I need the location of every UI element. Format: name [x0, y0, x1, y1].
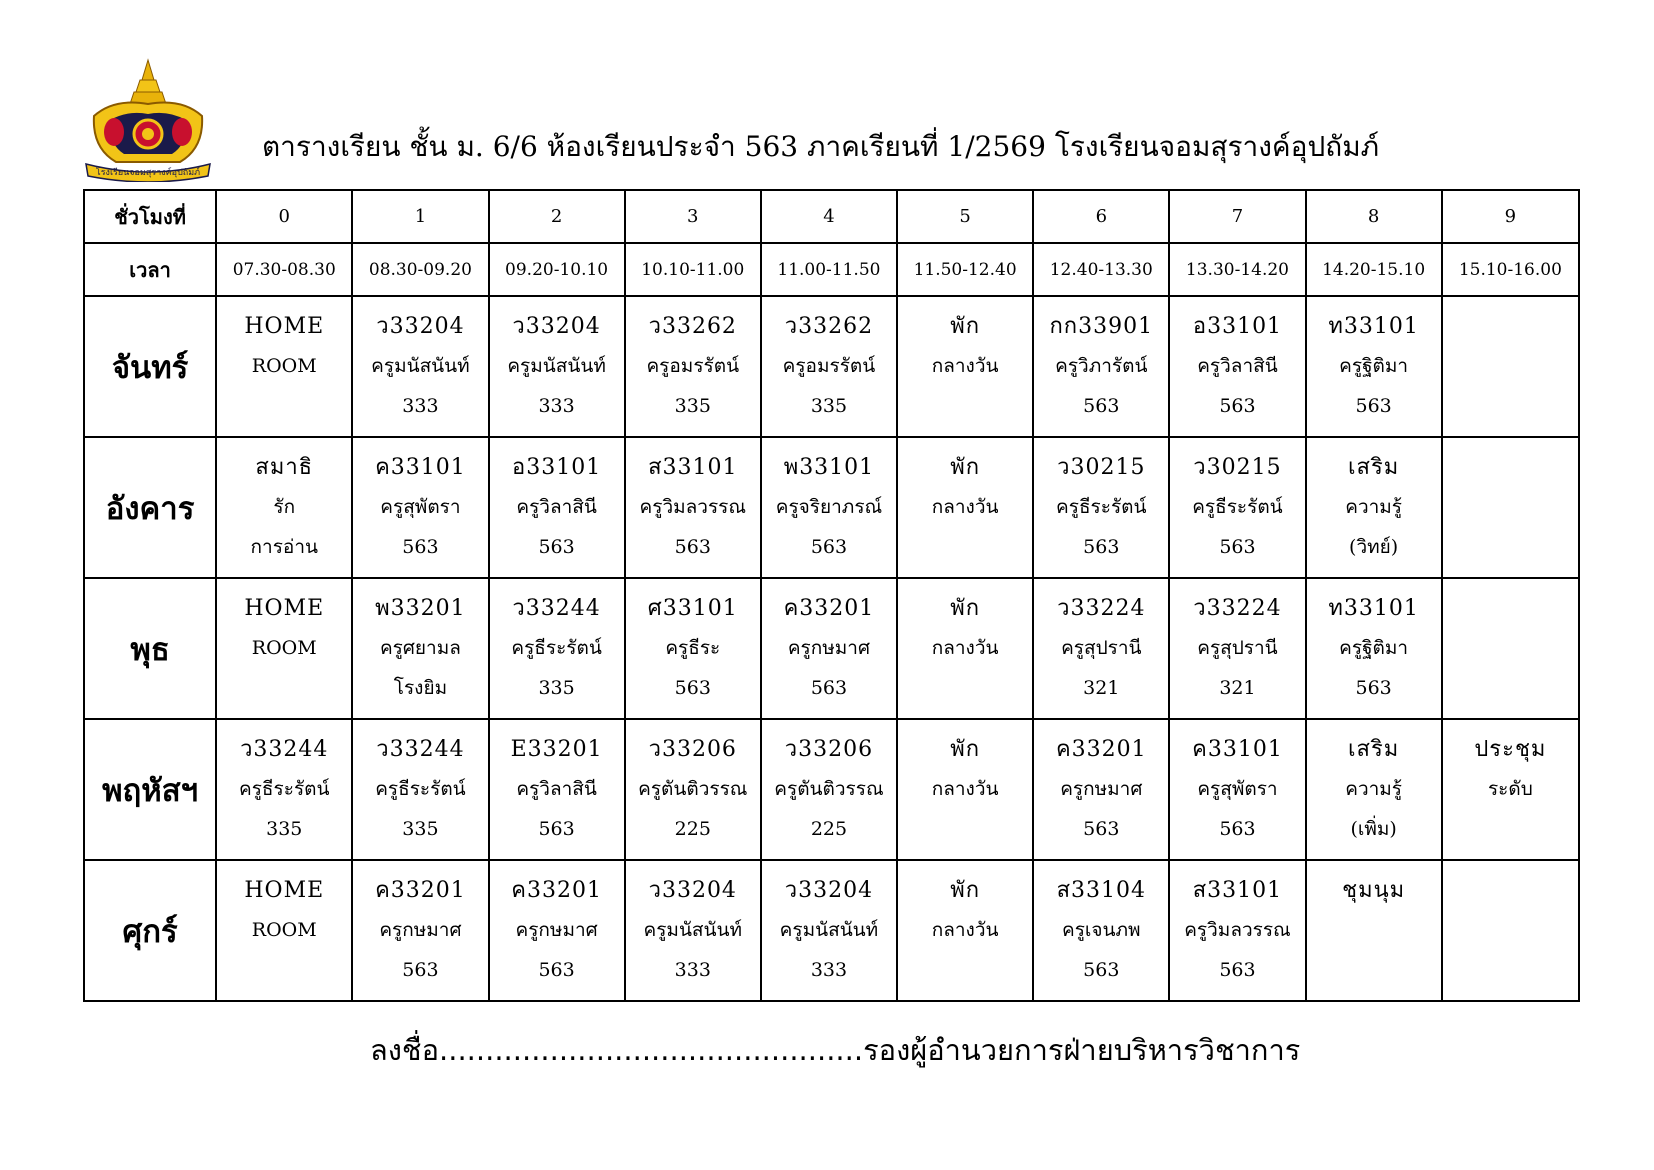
period-number: 6: [1033, 190, 1169, 243]
teacher-name: ระดับ: [1487, 778, 1533, 800]
teacher-name: ความรู้: [1345, 496, 1403, 518]
room-number: 333: [402, 395, 439, 417]
timetable-cell: [352, 296, 488, 437]
timetable-cell: [216, 860, 352, 1001]
room-number: 563: [1355, 395, 1392, 417]
teacher-name: กลางวัน: [931, 496, 999, 518]
day-row: [84, 296, 1579, 437]
day-row: [84, 437, 1579, 578]
teacher-name: ความรู้: [1345, 778, 1403, 800]
subject-code: ว33224: [1193, 596, 1282, 621]
teacher-name: ครูฐิติมา: [1339, 355, 1409, 377]
subject-code: อ33101: [512, 455, 602, 480]
timetable-cell: [216, 719, 352, 860]
timetable-cell: [625, 578, 761, 719]
subject-code: ค33201: [1055, 737, 1147, 762]
room-number: 225: [674, 818, 711, 840]
room-number: 335: [402, 818, 439, 840]
timetable-cell: [1306, 578, 1442, 719]
room-number: 563: [810, 677, 848, 699]
subject-code: พัก: [950, 596, 981, 621]
timetable-cell: [897, 578, 1033, 719]
timetable-cell: [1033, 578, 1169, 719]
teacher-name: ครูธีระรัตน์: [239, 778, 330, 800]
subject-code: ว33262: [648, 314, 737, 339]
room-number: 563: [538, 818, 575, 840]
period-number: 1: [352, 190, 488, 243]
period-time: 11.50-12.40: [897, 243, 1033, 296]
room-number: 563: [1219, 536, 1256, 558]
timetable-cell: [216, 296, 352, 437]
room-number: 563: [1083, 395, 1120, 417]
teacher-name: กลางวัน: [931, 355, 999, 377]
period-header-row: [84, 190, 1579, 243]
room-number: 335: [538, 677, 575, 699]
teacher-name: กลางวัน: [931, 637, 999, 659]
teacher-name: ครูเจนภพ: [1061, 919, 1141, 941]
day-name: ศุกร์: [84, 860, 216, 1001]
timetable-cell: [1306, 719, 1442, 860]
subject-code: HOME: [244, 596, 325, 621]
timetable-cell: [1169, 437, 1305, 578]
timetable-cell: [1442, 296, 1579, 437]
subject-code: กก33901: [1049, 314, 1154, 339]
room-number: 335: [810, 395, 848, 417]
timetable-cell: [1442, 578, 1579, 719]
subject-code: ว33262: [784, 314, 874, 339]
teacher-name: ครูอมรรัตน์: [782, 355, 876, 377]
room-number: (วิทย์): [1349, 536, 1399, 558]
period-number: 3: [625, 190, 761, 243]
teacher-name: กลางวัน: [931, 919, 999, 941]
subject-code: ส33101: [648, 455, 738, 480]
day-name: พฤหัสฯ: [84, 719, 216, 860]
room-number: 335: [266, 818, 303, 840]
teacher-name: ครูกษมาศ: [1060, 778, 1143, 800]
subject-code: ว33204: [376, 314, 465, 339]
room-number: (เพิ่ม): [1350, 818, 1397, 840]
room-number: 563: [402, 536, 439, 558]
subject-code: อ33101: [1192, 314, 1283, 339]
timetable-cell: [1442, 860, 1579, 1001]
period-number: 4: [761, 190, 897, 243]
period-number: 5: [897, 190, 1033, 243]
room-number: 321: [1219, 677, 1256, 699]
teacher-name: ครูตันติวรรณ: [638, 778, 748, 800]
timetable-cell: [1306, 860, 1442, 1001]
teacher-name: ครูกษมาศ: [379, 919, 462, 941]
room-number: 563: [674, 536, 711, 558]
room-number: 321: [1083, 677, 1120, 699]
timetable-cell: [1169, 296, 1305, 437]
timetable-cell: [625, 437, 761, 578]
subject-code: ประชุม: [1474, 737, 1547, 762]
period-time: 11.00-11.50: [761, 243, 897, 296]
room-number: 563: [1083, 959, 1120, 981]
teacher-name: ครูวิลาสินี: [516, 778, 597, 800]
teacher-name: ครูวิมลวรรณ: [639, 496, 746, 518]
time-label: เวลา: [84, 243, 216, 296]
timetable-cell: [352, 860, 488, 1001]
day-row: [84, 860, 1579, 1001]
room-number: 563: [810, 536, 848, 558]
period-number: 7: [1169, 190, 1305, 243]
subject-code: พัก: [950, 455, 981, 480]
room-number: 563: [538, 536, 575, 558]
teacher-name: ครูมนัสนันท์: [507, 355, 606, 377]
room-number: 333: [674, 959, 711, 981]
subject-code: ท33101: [1328, 596, 1419, 621]
period-number: 8: [1306, 190, 1442, 243]
room-number: 333: [538, 395, 575, 417]
subject-code: ศ33101: [647, 596, 738, 621]
room-number: 225: [810, 818, 848, 840]
teacher-name: ครูอมรรัตน์: [646, 355, 740, 377]
period-time: 10.10-11.00: [625, 243, 761, 296]
timetable-cell: [352, 437, 488, 578]
room-number: 333: [810, 959, 848, 981]
teacher-name: ครูกษมาศ: [787, 637, 871, 659]
timetable-cell: [1033, 296, 1169, 437]
subject-code: ส33101: [1192, 878, 1283, 903]
room-number: 563: [1219, 395, 1256, 417]
teacher-name: ครูมนัสนันท์: [371, 355, 470, 377]
subject-code: พ33201: [375, 596, 466, 621]
period-time: 12.40-13.30: [1033, 243, 1169, 296]
subject-code: E33201: [510, 737, 603, 762]
subject-code: ว30215: [1193, 455, 1282, 480]
room-number: 563: [1219, 959, 1256, 981]
signature-line: ลงชื่อ..............................................รองผู้อำนวยการฝ่ายบริหารวิชาการ: [370, 1033, 1301, 1067]
teacher-name: ครูธีระรัตน์: [1192, 496, 1283, 518]
room-number: 563: [1083, 818, 1120, 840]
teacher-name: ครูธีระรัตน์: [511, 637, 602, 659]
teacher-name: ครูธีระ: [665, 637, 721, 659]
teacher-name: ครูวิภารัตน์: [1055, 355, 1148, 377]
period-time: 09.20-10.10: [489, 243, 625, 296]
period-time: 08.30-09.20: [352, 243, 488, 296]
subject-code: พัก: [950, 314, 981, 339]
timetable-cell: [897, 860, 1033, 1001]
timetable-cell: [1033, 437, 1169, 578]
teacher-name: ครูกษมาศ: [515, 919, 598, 941]
room-number: 563: [402, 959, 439, 981]
timetable-cell: [489, 719, 625, 860]
subject-code: ค33201: [375, 878, 466, 903]
subject-code: ว33244: [376, 737, 465, 762]
subject-code: พัก: [950, 737, 981, 762]
day-row: [84, 578, 1579, 719]
timetable-cell: [625, 719, 761, 860]
teacher-name: ครูสุปรานี: [1061, 637, 1142, 659]
timetable-cell: [352, 719, 488, 860]
timetable-cell: [489, 296, 625, 437]
day-row: [84, 719, 1579, 860]
period-time: 13.30-14.20: [1169, 243, 1305, 296]
subject-code: ค33201: [511, 878, 602, 903]
teacher-name: ครูตันติวรรณ: [774, 778, 884, 800]
teacher-name: ครูฐิติมา: [1339, 637, 1409, 659]
timetable-cell: [216, 578, 352, 719]
period-number: 2: [489, 190, 625, 243]
teacher-name: ROOM: [251, 355, 317, 377]
teacher-name: ครูสุพัตรา: [1197, 778, 1278, 800]
teacher-name: ครูศยามล: [379, 637, 461, 659]
period-number: 9: [1442, 190, 1579, 243]
teacher-name: ครูธีระรัตน์: [1056, 496, 1147, 518]
subject-code: ว30215: [1057, 455, 1146, 480]
seal-text: โรงเรียนจอมสุรางค์อุปถัมภ์: [95, 168, 201, 178]
timetable-cell: [1306, 437, 1442, 578]
period-label: ชั่วโมงที่: [84, 190, 216, 243]
period-time: 07.30-08.30: [216, 243, 352, 296]
timetable-cell: [761, 860, 897, 1001]
timetable-cell: [1442, 719, 1579, 860]
timetable-cell: [761, 437, 897, 578]
room-number: โรงยิม: [393, 677, 448, 699]
timetable-cell: [489, 578, 625, 719]
class-timetable: [83, 189, 1580, 1002]
period-time: 14.20-15.10: [1306, 243, 1442, 296]
room-number: 563: [538, 959, 575, 981]
timetable-cell: [1169, 719, 1305, 860]
teacher-name: ครูวิลาสินี: [1197, 355, 1278, 377]
subject-code: ค33201: [783, 596, 875, 621]
teacher-name: ครูวิลาสินี: [516, 496, 597, 518]
room-number: 335: [674, 395, 711, 417]
subject-code: ว33244: [240, 737, 329, 762]
timetable-cell: [1442, 437, 1579, 578]
room-number: 563: [674, 677, 711, 699]
timetable-cell: [1169, 578, 1305, 719]
school-emblem-logo: [84, 58, 212, 182]
teacher-name: รัก: [273, 496, 296, 518]
timetable-cell: [761, 578, 897, 719]
timetable-cell: [761, 719, 897, 860]
day-name: พุธ: [84, 578, 216, 719]
teacher-name: ครูวิมลวรรณ: [1184, 919, 1291, 941]
subject-code: ว33206: [784, 737, 874, 762]
timetable-cell: [1033, 719, 1169, 860]
teacher-name: ครูจริยาภรณ์: [775, 496, 883, 518]
timetable-cell: [761, 296, 897, 437]
period-time: 15.10-16.00: [1442, 243, 1579, 296]
teacher-name: ครูธีระรัตน์: [375, 778, 466, 800]
subject-code: ชุมนุม: [1342, 878, 1406, 903]
timetable-cell: [1169, 860, 1305, 1001]
timetable-cell: [1033, 860, 1169, 1001]
timetable-cell: [625, 296, 761, 437]
subject-code: ว33204: [512, 314, 601, 339]
teacher-name: ครูมนัสนันท์: [779, 919, 879, 941]
subject-code: ส33104: [1056, 878, 1146, 903]
teacher-name: ครูมนัสนันท์: [643, 919, 743, 941]
subject-code: เสริม: [1348, 455, 1400, 480]
teacher-name: ครูสุพัตรา: [380, 496, 461, 518]
timetable-cell: [216, 437, 352, 578]
timetable-cell: [489, 860, 625, 1001]
timetable-cell: [489, 437, 625, 578]
teacher-name: กลางวัน: [931, 778, 999, 800]
page-title: ตารางเรียน ชั้น ม. 6/6 ห้องเรียนประจำ 563 ภาคเรียนที่ 1/2569 โรงเรียนจอมสุรางค์อุปถัมภ์: [262, 130, 1380, 163]
room-number: 563: [1355, 677, 1392, 699]
subject-code: ค33101: [375, 455, 466, 480]
subject-code: เสริม: [1348, 737, 1400, 762]
subject-code: ค33101: [1192, 737, 1283, 762]
subject-code: ท33101: [1328, 314, 1419, 339]
subject-code: พัก: [950, 878, 981, 903]
time-header-row: [84, 243, 1579, 296]
day-name: อังคาร: [84, 437, 216, 578]
day-name: จันทร์: [84, 296, 216, 437]
subject-code: ว33244: [512, 596, 601, 621]
room-number: 563: [1083, 536, 1120, 558]
subject-code: พ33101: [783, 455, 875, 480]
subject-code: HOME: [244, 878, 325, 903]
period-number: 0: [216, 190, 352, 243]
timetable-cell: [897, 437, 1033, 578]
teacher-name: ROOM: [251, 919, 317, 941]
teacher-name: ROOM: [251, 637, 317, 659]
timetable-cell: [897, 719, 1033, 860]
timetable-cell: [897, 296, 1033, 437]
subject-code: ว33224: [1057, 596, 1146, 621]
room-number: 563: [1219, 818, 1256, 840]
subject-code: ว33204: [648, 878, 737, 903]
subject-code: ว33206: [648, 737, 737, 762]
subject-code: HOME: [244, 314, 325, 339]
room-number: การอ่าน: [250, 536, 318, 558]
timetable-cell: [625, 860, 761, 1001]
subject-code: สมาธิ: [255, 455, 314, 480]
subject-code: ว33204: [784, 878, 874, 903]
timetable-cell: [352, 578, 488, 719]
teacher-name: ครูสุปรานี: [1197, 637, 1278, 659]
timetable-cell: [1306, 296, 1442, 437]
